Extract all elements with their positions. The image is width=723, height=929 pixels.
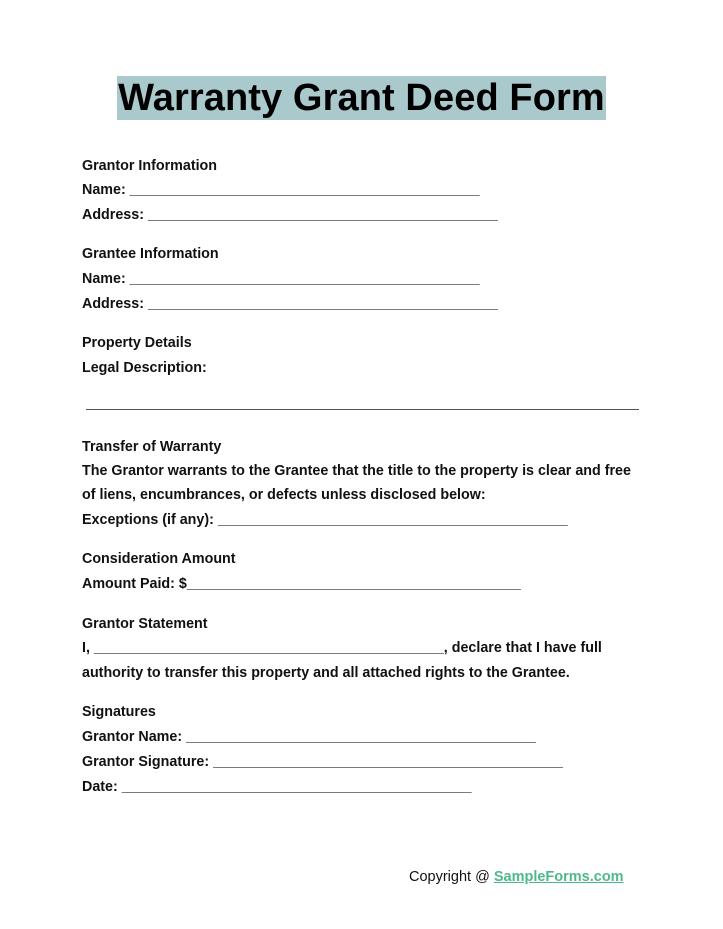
property-heading: Property Details — [82, 335, 192, 351]
grantor-name-field[interactable]: Name: ____________________________________________ — [82, 182, 480, 198]
date-field[interactable]: Date: ____________________________________________ — [82, 779, 472, 795]
grantor-signature-field[interactable]: Grantor Signature: ____________________________________________ — [82, 754, 563, 770]
page-title: Warranty Grant Deed Form — [118, 77, 605, 119]
grantee-heading: Grantee Information — [82, 246, 219, 262]
grantor-heading: Grantor Information — [82, 158, 218, 174]
signatures-heading: Signatures — [82, 704, 156, 720]
amount-paid-field[interactable]: Amount Paid: $__________________________________________ — [82, 576, 521, 592]
grantor-address-field[interactable]: Address: ____________________________________________ — [82, 207, 498, 223]
statement-line-2: authority to transfer this property and all attached rights to the Grantee. — [82, 665, 570, 681]
warranty-text-line-2: of liens, encumbrances, or defects unless disclosed below: — [82, 487, 486, 503]
copyright-text: Copyright @ — [409, 869, 494, 885]
statement-heading: Grantor Statement — [82, 616, 208, 632]
consideration-heading: Consideration Amount — [82, 551, 236, 567]
footer-copyright — [409, 869, 624, 885]
warranty-heading: Transfer of Warranty — [82, 439, 222, 455]
grantee-address-field[interactable]: Address: ____________________________________________ — [82, 296, 498, 312]
exceptions-field[interactable]: Exceptions (if any): ____________________________________________ — [82, 512, 568, 528]
warranty-text-line-1: The Grantor warrants to the Grantee that the title to the property is clear and free — [82, 463, 631, 479]
title-container — [0, 76, 723, 120]
legal-description-label: Legal Description: — [82, 360, 207, 376]
grantee-name-field[interactable]: Name: ____________________________________________ — [82, 271, 480, 287]
brand-link[interactable]: SampleForms.com — [493, 869, 624, 885]
statement-line-1[interactable]: I, ____________________________________________, declare that I have full — [82, 640, 602, 656]
legal-description-line[interactable] — [86, 409, 639, 410]
grantor-name-signature-field[interactable]: Grantor Name: ____________________________________________ — [82, 729, 536, 745]
